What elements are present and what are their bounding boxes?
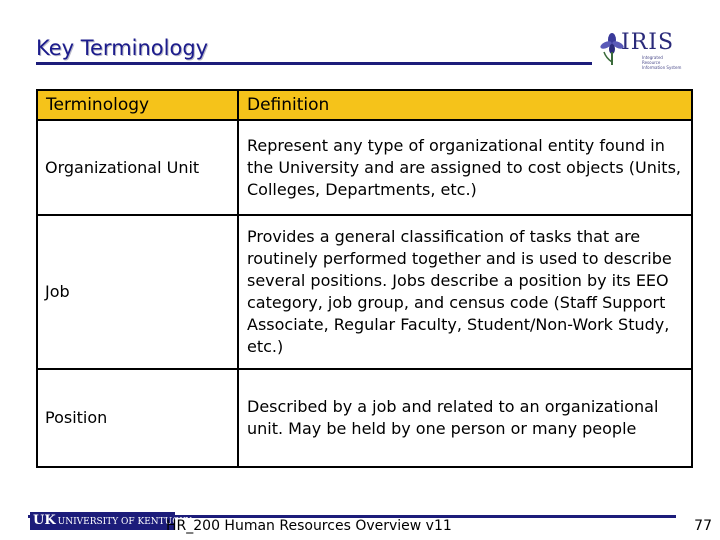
term-cell: Position xyxy=(37,369,238,467)
table-row xyxy=(37,215,692,369)
term-cell: Organizational Unit xyxy=(37,120,238,215)
terminology-table xyxy=(36,89,693,468)
definition-cell: Represent any type of organizational entity found in the University and are assigned to cost objects (Units, Colleges, Departments, etc.) xyxy=(238,120,692,215)
iris-logo-word: IRIS xyxy=(621,30,675,55)
definition-cell: Described by a job and related to an organizational unit. May be held by one person or many people xyxy=(238,369,692,467)
course-label: HR_200 Human Resources Overview v11 xyxy=(166,518,452,534)
uk-logo-initials: UK xyxy=(33,513,56,528)
column-header-terminology: Terminology xyxy=(37,90,238,120)
term-cell: Job xyxy=(37,215,238,369)
iris-logo-tagline: Integrated Resource Information System xyxy=(642,55,682,70)
title-underline xyxy=(36,62,592,65)
iris-logo xyxy=(598,30,682,72)
table-row xyxy=(37,369,692,467)
definition-cell: Provides a general classification of tasks that are routinely performed together and is used to describe several positions. Jobs describe a position by its EEO category, job group, and census code (Staff Support Associate, Regular Faculty, Student/Non-Work Study, etc.) xyxy=(238,215,692,369)
university-of-kentucky-logo xyxy=(30,512,192,530)
page-title: Key Terminology xyxy=(36,36,209,60)
uk-logo-name: UNIVERSITY OF KENTUCKY xyxy=(57,517,192,527)
column-header-definition: Definition xyxy=(238,90,692,120)
page-number: 77 xyxy=(694,518,712,534)
table-row xyxy=(37,120,692,215)
table-header-row xyxy=(37,90,692,120)
